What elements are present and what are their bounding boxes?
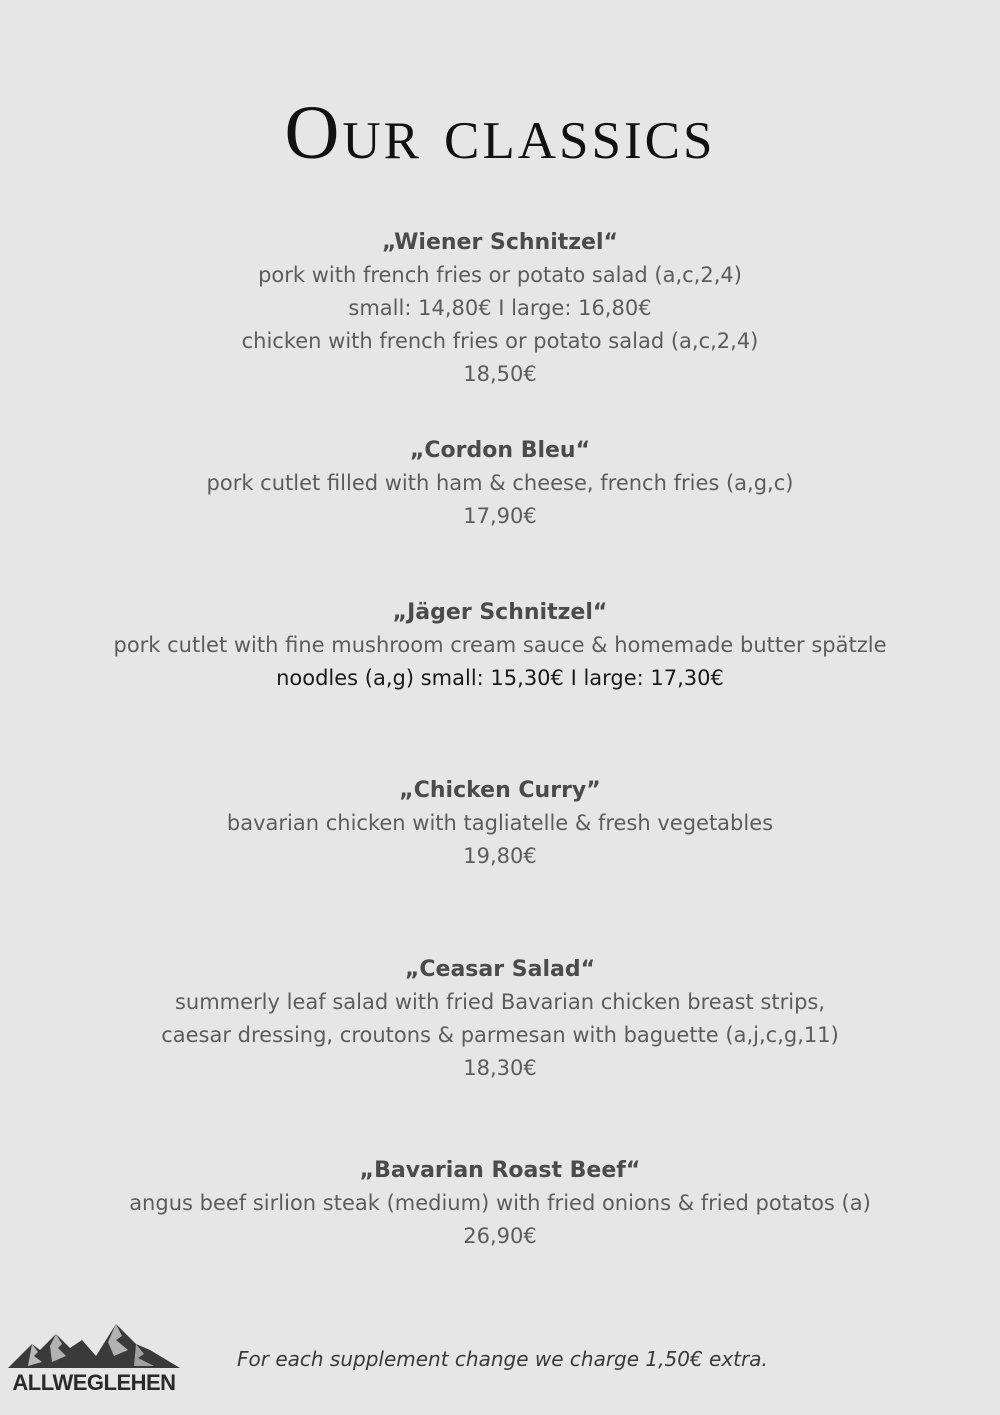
supplement-note: For each supplement change we charge 1,50€ extra.: [237, 1347, 768, 1371]
dish-name: „Jäger Schnitzel“: [392, 600, 608, 625]
mountain-icon: [4, 1322, 184, 1374]
menu-item-jaeger-schnitzel: [0, 596, 1000, 695]
dish-name: „Cordon Bleu“: [409, 438, 591, 463]
logo-text: ALLWEGLEHEN: [12, 1370, 176, 1395]
dish-description: pork with french fries or potato salad (a,c,2,4): [258, 263, 742, 287]
dish-name: „Chicken Curry”: [399, 778, 601, 803]
dish-price: 18,50€: [463, 362, 537, 386]
dish-description: pork cutlet with fine mushroom cream sauce & homemade butter spätzle: [113, 633, 887, 657]
dish-price: 17,90€: [463, 504, 537, 528]
dish-name: „Wiener Schnitzel“: [382, 230, 618, 255]
dish-description: angus beef sirlion steak (medium) with fried onions & fried potatos (a): [129, 1191, 871, 1215]
menu-item-chicken-curry: [0, 774, 1000, 873]
dish-description: caesar dressing, croutons & parmesan with baguette (a,j,c,g,11): [161, 1023, 839, 1047]
dish-description-price: noodles (a,g) small: 15,30€ I large: 17,30€: [276, 666, 724, 690]
logo: [4, 1322, 184, 1402]
dish-price: 19,80€: [463, 844, 537, 868]
menu-item-bavarian-roast-beef: [0, 1154, 1000, 1253]
dish-description: bavarian chicken with tagliatelle & fresh vegetables: [226, 811, 774, 835]
menu-item-wiener-schnitzel: [0, 226, 1000, 391]
dish-name: „Bavarian Roast Beef“: [359, 1158, 641, 1183]
dish-price: 18,30€: [463, 1056, 537, 1080]
menu-item-cordon-bleu: [0, 434, 1000, 533]
dish-price: 26,90€: [463, 1224, 537, 1248]
page-title: Our classics: [284, 91, 716, 175]
dish-name: „Ceasar Salad“: [404, 957, 596, 982]
dish-description: pork cutlet filled with ham & cheese, french fries (a,g,c): [206, 471, 794, 495]
dish-description: summerly leaf salad with fried Bavarian chicken breast strips,: [174, 990, 826, 1014]
dish-price: small: 14,80€ I large: 16,80€: [348, 296, 652, 320]
menu-item-ceasar-salad: [0, 953, 1000, 1085]
dish-description: chicken with french fries or potato salad (a,c,2,4): [241, 329, 759, 353]
